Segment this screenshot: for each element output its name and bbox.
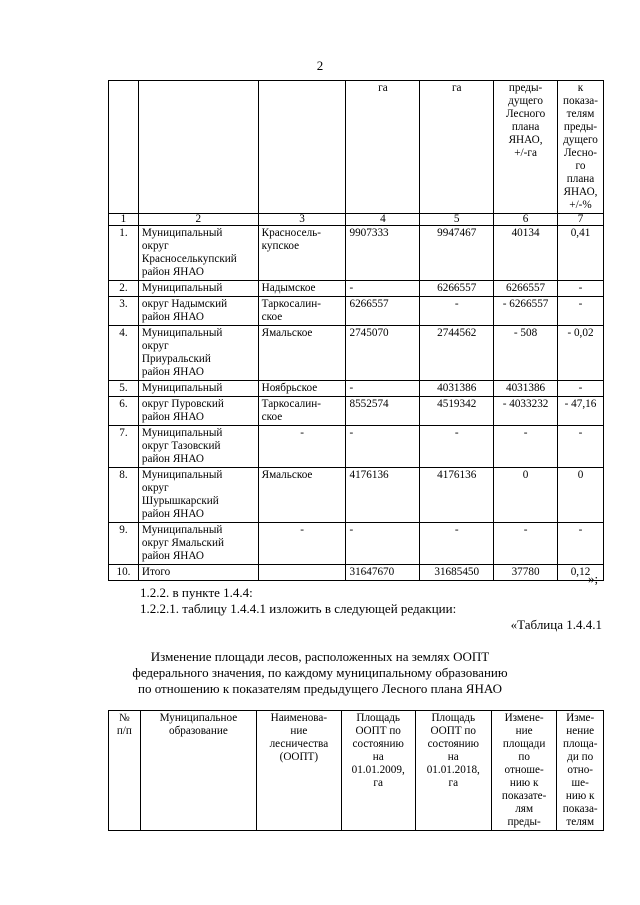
heading-line-1: Изменение площади лесов, расположенных на землях ООПТ (150, 649, 490, 664)
table-header-row (109, 711, 604, 831)
table-cell: - 0,02 (558, 326, 604, 381)
table-cell: 0,12 (558, 565, 604, 581)
table-row (109, 381, 604, 397)
table-cell: 6266557 (346, 297, 420, 326)
table-cell: 31685450 (420, 565, 494, 581)
column-number-cell: 4 (346, 214, 420, 226)
table-cell: 7. (109, 426, 139, 468)
header-cell: Муниципальное образование (140, 711, 256, 831)
table-cell: 6266557 (420, 281, 494, 297)
table-cell: 1. (109, 226, 139, 281)
page-number: 2 (316, 58, 324, 73)
table-row (109, 397, 604, 426)
table-row (109, 326, 604, 381)
table-cell: 5. (109, 381, 139, 397)
header-cell: га (420, 81, 494, 214)
table-cell: Муниципальный округ Шурышкарский район ЯНАО (138, 468, 258, 523)
table-cell: 6. (109, 397, 139, 426)
table-row (109, 565, 604, 581)
table-cell: 8552574 (346, 397, 420, 426)
table-cell: Таркосалин- ское (258, 397, 346, 426)
table-cell: 2744562 (420, 326, 494, 381)
heading-line-3: по отношению к показателям предыдущего Лесного плана ЯНАО (138, 681, 502, 696)
table-cell: 6266557 (494, 281, 558, 297)
table-cell: 40134 (494, 226, 558, 281)
table-cell: 2. (109, 281, 139, 297)
paragraph-1-2-2-1: 1.2.2.1. таблицу 1.4.4.1 изложить в следующей редакции: (140, 601, 457, 616)
table-header-row (109, 81, 604, 214)
table-cell: - (558, 523, 604, 565)
table-row (109, 226, 604, 281)
table-cell: округ Надымский район ЯНАО (138, 297, 258, 326)
table-cell: 3. (109, 297, 139, 326)
table-cell: Муниципальный (138, 381, 258, 397)
header-cell: преды- дущего Лесного плана ЯНАО, +/-га (494, 81, 558, 214)
table-cell: 9907333 (346, 226, 420, 281)
header-cell: га (346, 81, 420, 214)
table-cell: - (258, 523, 346, 565)
table-cell: 4176136 (346, 468, 420, 523)
table-cell: - (558, 281, 604, 297)
table-label: «Таблица 1.4.4.1 (510, 617, 602, 632)
table-cell: 2745070 (346, 326, 420, 381)
header-cell: Площадь ООПТ по состоянию на 01.01.2018, га (415, 711, 491, 831)
closing-quote: »; (588, 571, 599, 586)
table-cell: 8. (109, 468, 139, 523)
table-row (109, 426, 604, 468)
table-cell: 0 (558, 468, 604, 523)
table-cell: - (346, 523, 420, 565)
table-cell: Таркосалин- ское (258, 297, 346, 326)
table-cell: Ямальское (258, 326, 346, 381)
header-cell: Изме- нение площа- ди по отно- ше- нию к показа- телям (557, 711, 604, 831)
column-number-cell: 6 (494, 214, 558, 226)
table-cell: - 6266557 (494, 297, 558, 326)
table-cell: - 508 (494, 326, 558, 381)
header-cell (138, 81, 258, 214)
paragraph-1-2-2: 1.2.2. в пункте 1.4.4: (140, 585, 253, 600)
table-cell: 4031386 (420, 381, 494, 397)
column-number-cell: 3 (258, 214, 346, 226)
table-cell: - (346, 281, 420, 297)
table-row (109, 468, 604, 523)
column-number-cell: 7 (558, 214, 604, 226)
header-cell: Наименова- ние лесничества (ООПТ) (257, 711, 342, 831)
table-cell: - (346, 426, 420, 468)
table-cell (258, 565, 346, 581)
forest-area-table (108, 80, 604, 581)
table-cell: Ямальское (258, 468, 346, 523)
column-number-cell: 5 (420, 214, 494, 226)
table-row (109, 281, 604, 297)
table-cell: - (494, 426, 558, 468)
oopt-area-table (108, 710, 604, 831)
table-cell: 4031386 (494, 381, 558, 397)
table-cell: - (258, 426, 346, 468)
table-cell: Муниципальный округ Красноселькупский район ЯНАО (138, 226, 258, 281)
column-number-cell: 2 (138, 214, 258, 226)
table-cell: Надымское (258, 281, 346, 297)
column-number-row (109, 214, 604, 226)
table-cell: - (346, 381, 420, 397)
header-cell: № п/п (109, 711, 141, 831)
table-cell: 0,41 (558, 226, 604, 281)
heading-line-2: федерального значения, по каждому муниципальному образованию (132, 665, 508, 680)
header-cell: к показа- телям преды- дущего Лесно- го плана ЯНАО, +/-% (558, 81, 604, 214)
table-row (109, 297, 604, 326)
table-cell: Муниципальный округ Приуральский район ЯНАО (138, 326, 258, 381)
table-heading (0, 649, 640, 697)
table-row (109, 523, 604, 565)
table-cell: 0 (494, 468, 558, 523)
header-cell: Площадь ООПТ по состоянию на 01.01.2009, га (341, 711, 415, 831)
table-cell: 4519342 (420, 397, 494, 426)
table-cell: - (420, 523, 494, 565)
table-cell: - (420, 426, 494, 468)
table-cell: - (558, 381, 604, 397)
table-cell: 4176136 (420, 468, 494, 523)
table-cell: 37780 (494, 565, 558, 581)
table-cell: - 4033232 (494, 397, 558, 426)
table-cell: 10. (109, 565, 139, 581)
table-cell: 31647670 (346, 565, 420, 581)
column-number-cell: 1 (109, 214, 139, 226)
table-cell: 9. (109, 523, 139, 565)
header-cell (258, 81, 346, 214)
header-cell: Измене- ние площади по отноше- нию к показате- лям преды- (491, 711, 557, 831)
table-cell: - (494, 523, 558, 565)
table-cell: Красносель- купское (258, 226, 346, 281)
table-cell: - (558, 426, 604, 468)
header-cell (109, 81, 139, 214)
table-cell: - (558, 297, 604, 326)
table-cell: - 47,16 (558, 397, 604, 426)
table-cell: Ноябрьское (258, 381, 346, 397)
table-cell: Муниципальный округ Тазовский район ЯНАО (138, 426, 258, 468)
table-cell: Муниципальный округ Ямальский район ЯНАО (138, 523, 258, 565)
table-cell: Итого (138, 565, 258, 581)
table-cell: - (420, 297, 494, 326)
table-cell: Муниципальный (138, 281, 258, 297)
table-cell: округ Пуровский район ЯНАО (138, 397, 258, 426)
table-cell: 4. (109, 326, 139, 381)
table-cell: 9947467 (420, 226, 494, 281)
